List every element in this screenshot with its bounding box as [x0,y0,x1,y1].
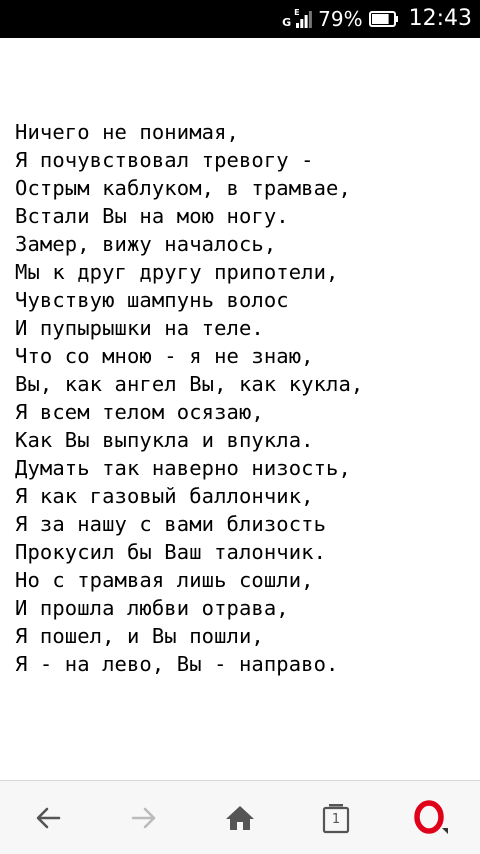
poem-line: Я почувствовал тревогу - [15,148,314,172]
poem-line: Я за нашу с вами близость [15,512,327,536]
battery-percent: 79% [318,7,363,31]
status-bar [0,0,480,38]
poem-line: Как Вы выпукла и впукла. [15,428,314,452]
poem-line: Чувствую шампунь волос [15,288,289,312]
poem-line: Думать так наверно низость, [15,456,351,480]
battery-icon [369,11,399,27]
network-sub-label: G [282,16,292,29]
poem-line: Что со мною - я не знаю, [15,344,314,368]
poem-line: Встали Вы на мою ногу. [15,204,289,228]
opera-menu-button[interactable] [402,788,462,848]
tab-count: 1 [331,812,341,827]
poem-line: Я пошел, и Вы пошли, [15,624,264,648]
poem-line: Я всем телом осязаю, [15,400,264,424]
home-button[interactable] [210,788,270,848]
poem-line: Прокусил бы Ваш талончик. [15,540,327,564]
back-button[interactable] [18,788,78,848]
poem-line: Вы, как ангел Вы, как кукла, [15,372,364,396]
poem-text [15,118,363,678]
poem-line: Но с трамвая лишь сошли, [15,568,314,592]
forward-button[interactable] [114,788,174,848]
poem-line: Замер, вижу началось, [15,232,277,256]
poem-line: И прошла любви отрава, [15,596,289,620]
bottom-nav-bar [0,780,480,854]
poem-line: Я - на лево, Вы - направо. [15,652,339,676]
poem-line: Острым каблуком, в трамвае, [15,176,351,200]
poem-line: Мы к друг другу припотели, [15,260,339,284]
back-arrow-icon [33,803,63,833]
signal-bars-icon [296,10,312,28]
status-indicators [282,0,472,38]
page-content [0,38,480,780]
home-icon [224,803,256,833]
poem-line: Я как газовый баллончик, [15,484,314,508]
poem-line: Ничего не понимая, [15,120,239,144]
tabs-button[interactable] [306,788,366,848]
poem-line: И пупырышки на теле. [15,316,264,340]
signal-icon [282,7,312,31]
network-type-label: E [294,8,300,17]
forward-arrow-icon [129,803,159,833]
opera-logo-icon [413,800,451,836]
clock: 12:43 [408,6,472,31]
